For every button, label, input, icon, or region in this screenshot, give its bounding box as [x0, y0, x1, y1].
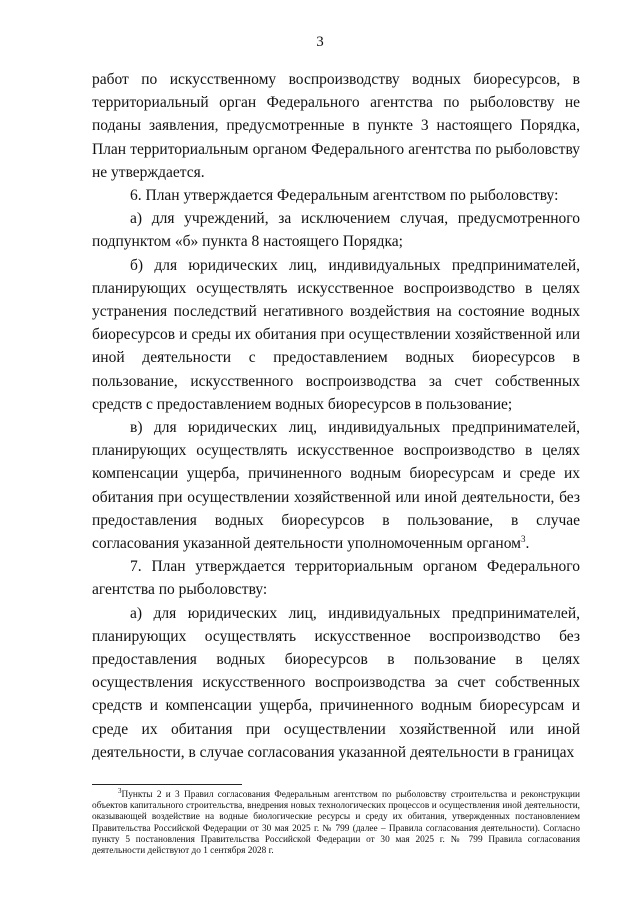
footnote-reference[interactable]: 3	[520, 533, 526, 544]
paragraph-item-6b: б) для юридических лиц, индивидуальных предпринимателей, планирующих осуществлять искусственное воспроизводство в целях устранения последствий негативного воздействия на состояние водных биоресурсов и среды их обитания при осуществлении хозяйственной или иной деятельности с предоставлением водных биоресурсов в пользование, искусственного воспроизводства за счет собственных средств с предоставлением водных биоресурсов в пользование;	[92, 256, 580, 413]
paragraph-item-6v	[92, 416, 580, 555]
footnote-mark: 3	[118, 786, 122, 795]
paragraph-item-7a: а) для юридических лиц, индивидуальных предпринимателей, планирующих осуществлять искусственное воспроизводство без предоставления водных биоресурсов в пользование в целях осуществления искусственного воспроизводства за счет собственных средств и компенсации ущерба, причиненного водным биоресурсам и среде их обитания при осуществлении хозяйственной или иной деятельности, в случае согласования указанной деятельности в границах	[92, 604, 580, 761]
paragraph-item-6: 6. План утверждается Федеральным агентством по рыболовству:	[130, 187, 559, 205]
main-text	[92, 68, 580, 764]
footnote-divider	[92, 784, 242, 785]
page-number: 3	[316, 34, 324, 50]
paragraph-item-6a: а) для учреждений, за исключением случая, предусмотренного подпунктом «б» пункта 8 настоящего Порядка;	[92, 210, 580, 251]
paragraph-item-6v-text: в) для юридических лиц, индивидуальных предпринимателей, планирующих осуществлять искусственное воспроизводство в целях компенсации ущерба, причиненного водным биоресурсам и среде их обитания при осуществлении хозяйственной или иной деятельности, без предоставления водных биоресурсов в пользование, в случае согласования указанной деятельности уполномоченным органом	[92, 419, 580, 553]
paragraph-continuation: работ по искусственному воспроизводству водных биоресурсов, в территориальный орган Федерального агентства по рыболовству не поданы заявления, предусмотренные в пункте 3 настоящего Порядка, План территориальным органом Федерального агентства по рыболовству не утверждается.	[92, 71, 580, 181]
paragraph-item-6v-end: .	[525, 535, 530, 553]
footnote	[92, 786, 580, 857]
footnote-text: Пункты 2 и 3 Правил согласования Федеральным агентством по рыболовству строительства и реконструкции объектов капитального строительства, внедрения новых технологических процессов и осуществления иной деятельности, оказывающей воздействие на водные биологические ресурсы и среду их обитания, утвержденных постановлением Правительства Российской Федерации от 30 мая 2025 г. № 799 (далее – Правила согласования деятельности). Согласно пункту 5 постановления Правительства Российской Федерации от 30 мая 2025 г. № 799 Правила согласования деятельности действуют до 1 сентября 2028 г.	[92, 790, 580, 857]
paragraph-item-7: 7. План утверждается территориальным органом Федерального агентства по рыболовству:	[92, 558, 580, 599]
